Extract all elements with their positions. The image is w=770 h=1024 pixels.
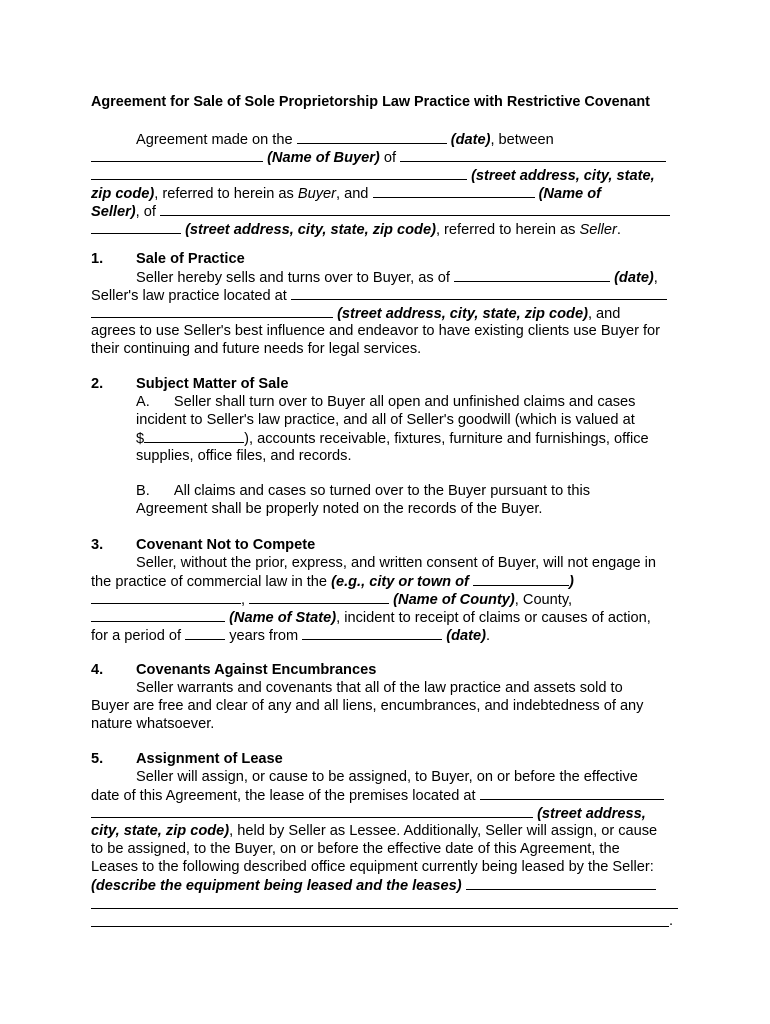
section-3-heading: Covenant Not to Compete — [136, 537, 316, 553]
s2-a-line-4: supplies, office files, and records. — [136, 448, 352, 464]
s3-line-3: , (Name of County), County, — [91, 590, 572, 608]
s5-line-1: Seller will assign, or cause to be assigned, to Buyer, on or before the effective — [136, 769, 638, 785]
practice-address-blank[interactable] — [291, 286, 667, 300]
s1-line-3: (street address, city, state, zip code), and — [91, 304, 620, 322]
goodwill-value-blank[interactable] — [144, 429, 244, 443]
s5-line-3: (street address, — [91, 804, 646, 822]
s5-line-2: date of this Agreement, the lease of the premises located at — [91, 786, 664, 804]
document-title: Agreement for Sale of Sole Proprietorship Law Practice with Restrictive Covenant — [91, 94, 650, 110]
s5-line-6: Leases to the following described office equipment currently being leased by the Seller: — [91, 859, 654, 875]
intro-line-5: Seller), of — [91, 202, 670, 220]
equipment-line-1[interactable] — [91, 907, 678, 909]
section-3-number: 3. — [91, 537, 104, 553]
s3-line-2: the practice of commercial law in the (e.g., city or town of ) — [91, 574, 574, 590]
s3-line-4: (Name of State), incident to receipt of claims or causes of action, — [91, 608, 651, 626]
s4-line-2: Buyer are free and clear of any and all liens, encumbrances, and indebtedness of any — [91, 698, 644, 714]
s2-a-line-3: $ ), accounts receivable, fixtures, furniture and furnishings, office — [136, 431, 649, 447]
s5-line-7: (describe the equipment being leased and the leases) — [91, 876, 656, 894]
final-period: . — [669, 913, 674, 929]
s2-b-line-1: B. All claims and cases so turned over to the Buyer pursuant to this — [136, 483, 590, 499]
intro-line-1: Agreement made on the (date), between — [136, 132, 554, 148]
s5-line-4: city, state, zip code), held by Seller as Lessee. Additionally, Seller will assign, or cause — [91, 823, 658, 839]
s2-b-line-2: Agreement shall be properly noted on the records of the Buyer. — [136, 501, 543, 517]
s2-a-line-1: A. Seller shall turn over to Buyer all open and unfinished claims and cases — [136, 394, 636, 410]
s3-line-5: for a period of years from (date). — [91, 628, 491, 644]
seller-name-blank[interactable] — [373, 184, 535, 198]
equipment-blank[interactable] — [466, 876, 656, 890]
buyer-name-blank[interactable] — [91, 148, 263, 162]
practice-address-blank-2[interactable] — [91, 304, 333, 318]
section-5-heading: Assignment of Lease — [136, 751, 283, 767]
county-blank[interactable] — [249, 590, 389, 604]
section-2-heading: Subject Matter of Sale — [136, 376, 289, 392]
s1-line-2: Seller's law practice located at — [91, 286, 667, 304]
city-town-blank[interactable] — [473, 572, 569, 586]
s5-line-5: to be assigned, to the Buyer, on or before the effective date of this Agreement, the — [91, 841, 620, 857]
section-2-number: 2. — [91, 376, 104, 392]
s1-line-1: Seller hereby sells and turns over to Buyer, as of (date), — [136, 270, 658, 286]
premises-address-blank[interactable] — [480, 786, 664, 800]
date-blank[interactable] — [297, 130, 447, 144]
section-1-number: 1. — [91, 251, 104, 267]
s3-line-1: Seller, without the prior, express, and written consent of Buyer, will not engage in — [136, 555, 656, 571]
buyer-address-blank-2[interactable] — [91, 166, 467, 180]
start-date-blank[interactable] — [302, 626, 442, 640]
section-4-heading: Covenants Against Encumbrances — [136, 662, 377, 678]
equipment-line-2[interactable] — [91, 925, 669, 927]
intro-line-2: (Name of Buyer) of — [91, 148, 666, 166]
s1-line-4: agrees to use Seller's best influence and endeavor to have existing clients use Buyer for — [91, 323, 661, 339]
section-4-number: 4. — [91, 662, 104, 678]
state-blank[interactable] — [91, 608, 225, 622]
section-1-heading: Sale of Practice — [136, 251, 245, 267]
intro-line-3: (street address, city, state, — [91, 166, 655, 184]
seller-address-blank-2[interactable] — [91, 220, 181, 234]
s1-line-5: their continuing and future needs for legal services. — [91, 341, 422, 357]
seller-address-blank[interactable] — [160, 202, 670, 216]
area-blank[interactable] — [91, 590, 241, 604]
s4-line-3: nature whatsoever. — [91, 716, 215, 732]
intro-line-4: zip code), referred to herein as Buyer, and (Name of — [91, 186, 601, 202]
sale-date-blank[interactable] — [454, 268, 610, 282]
s2-a-line-2: incident to Seller's law practice, and all of Seller's goodwill (which is valued at — [136, 412, 635, 428]
s4-line-1: Seller warrants and covenants that all of the law practice and assets sold to — [136, 680, 623, 696]
section-5-number: 5. — [91, 751, 104, 767]
buyer-address-blank[interactable] — [400, 148, 666, 162]
premises-address-blank-2[interactable] — [91, 804, 533, 818]
intro-line-6: (street address, city, state, zip code), referred to herein as Seller. — [91, 220, 621, 238]
years-blank[interactable] — [185, 626, 225, 640]
